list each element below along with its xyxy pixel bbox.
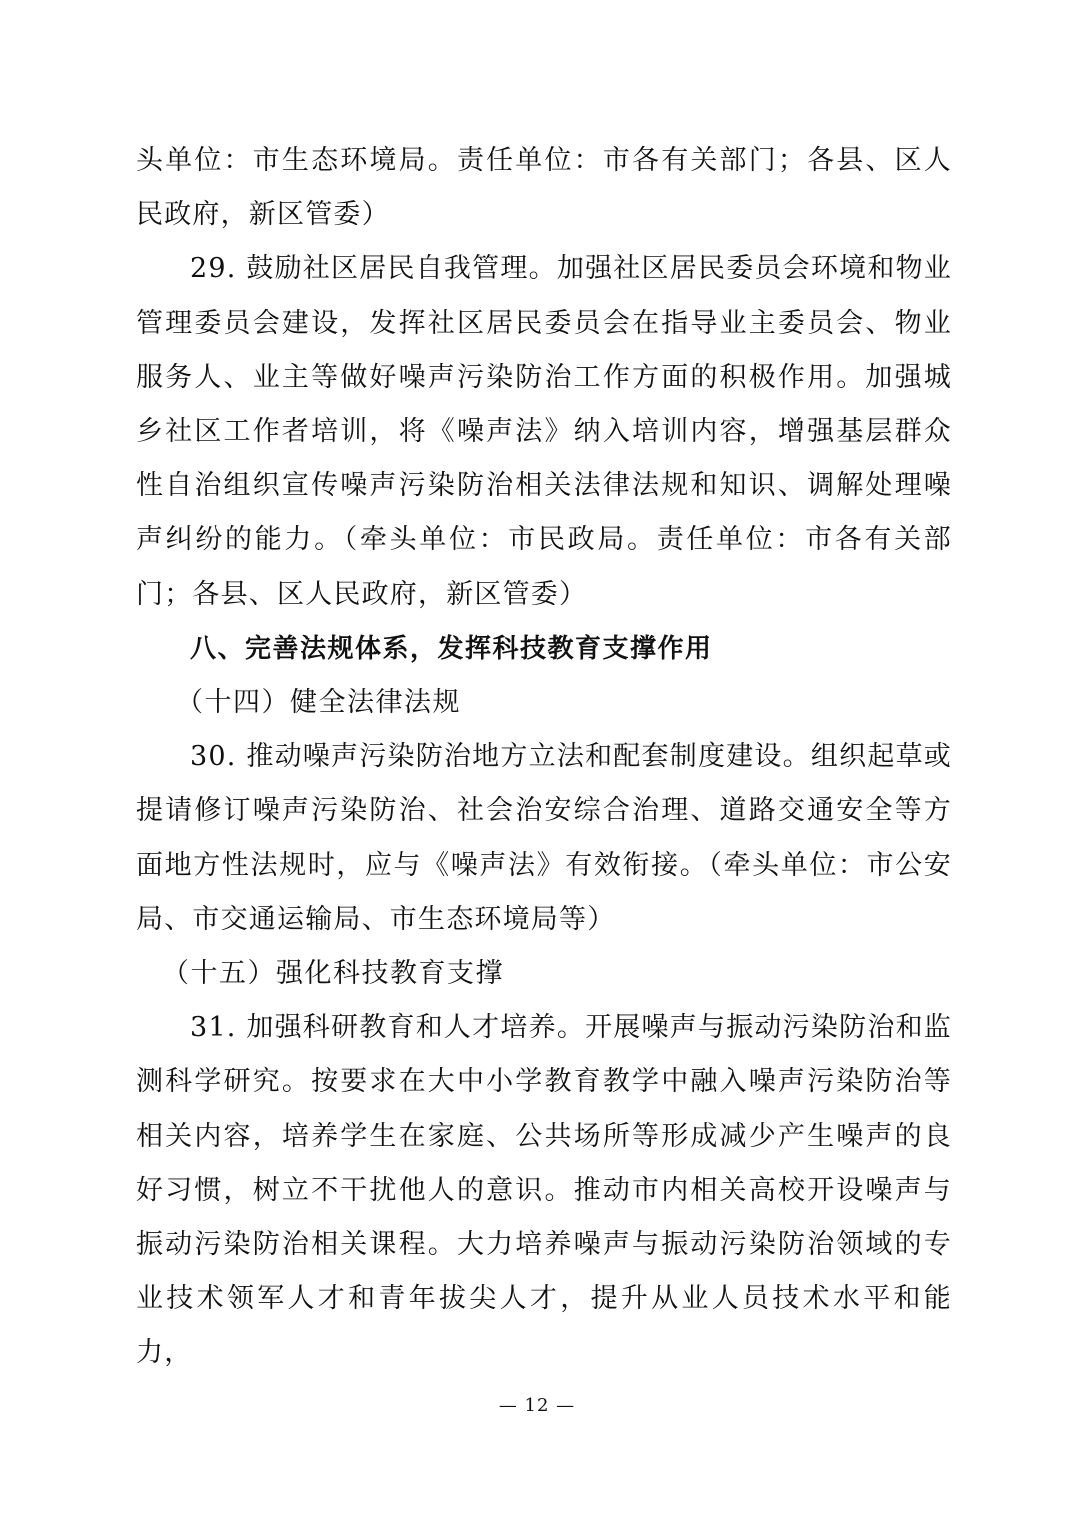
subheading-14: （十四）健全法律法规	[176, 687, 461, 719]
document-body	[136, 134, 952, 1381]
paragraph-item-31: 31. 加强科研教育和人才培养。开展噪声与振动污染防治和监测科学研究。按要求在大中小学教育教学中融入噪声污染防治等相关内容，培养学生在家庭、公共场所等形成减少产生噪声的良好习惯，树立不干扰他人的意识。推动市内相关高校开设噪声与振动污染防治相关课程。大力培养噪声与振动污染防治领域的专业技术领军人才和青年拔尖人才，提升从业人员技术水平和能力，	[136, 1012, 952, 1369]
paragraph-item-30: 30. 推动噪声污染防治地方立法和配套制度建设。组织起草或提请修订噪声污染防治、社会治安综合治理、道路交通安全等方面地方性法规时，应与《噪声法》有效衔接。（牵头单位：市公安局、市交通运输局、市生态环境局等）	[136, 741, 952, 935]
section-heading-8: 八、完善法规体系，发挥科技教育支撑作用	[190, 633, 713, 664]
subheading-15: （十五）强化科技教育支撑	[162, 958, 504, 990]
paragraph-continuation: 头单位：市生态环境局。责任单位：市各有关部门；各县、区人民政府，新区管委）	[136, 145, 952, 231]
paragraph-item-29: 29. 鼓励社区居民自我管理。加强社区居民委员会环境和物业管理委员会建设，发挥社区居民委员会在指导业主委员会、物业服务人、业主等做好噪声污染防治工作方面的积极作用。加强城乡社区工作者培训，将《噪声法》纳入培训内容，增强基层群众性自治组织宣传噪声污染防治相关法律法规和知识、调解处理噪声纠纷的能力。（牵头单位：市民政局。责任单位：市各有关部门；各县、区人民政府，新区管委）	[136, 253, 952, 610]
page-number: — 12 —	[498, 1395, 576, 1416]
